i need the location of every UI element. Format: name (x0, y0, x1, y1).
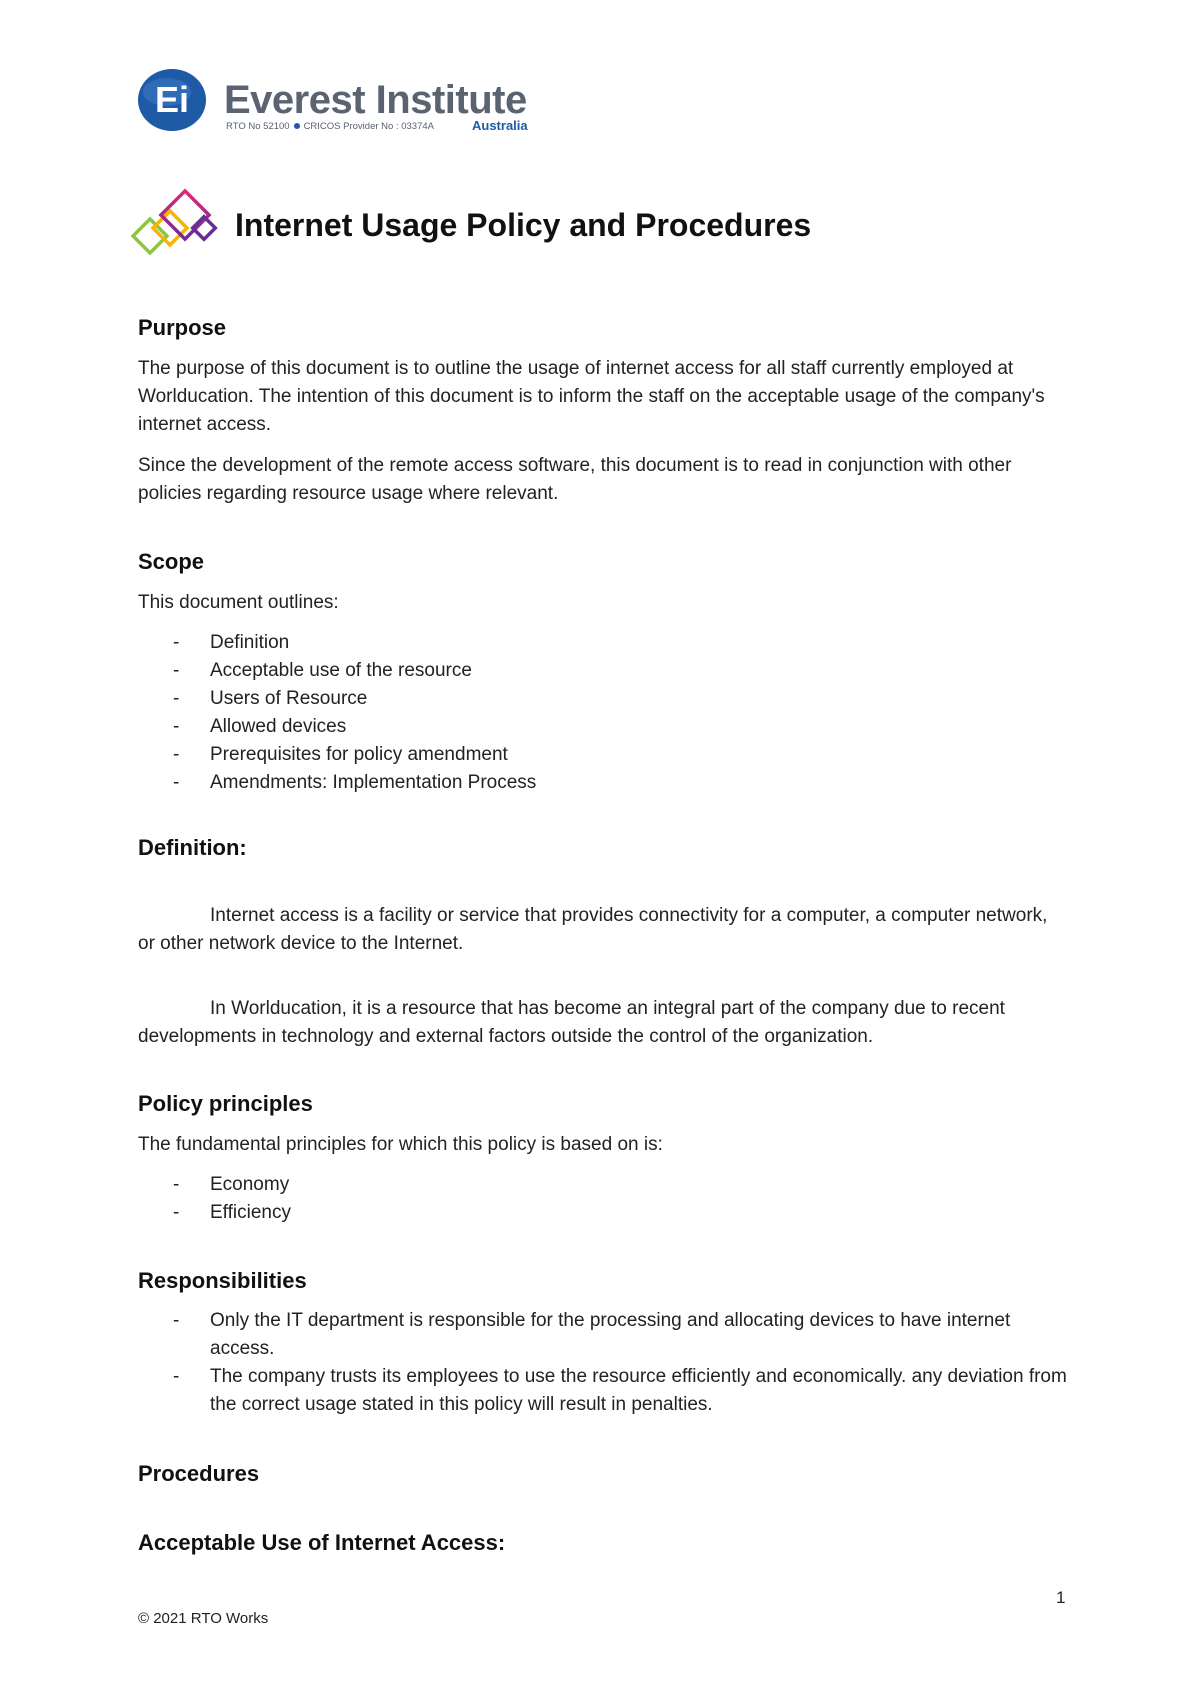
definition-paragraph: Internet access is a facility or service that provides connectivity for a computer, a computer network, or other network device to the Internet. (138, 905, 1048, 954)
principles-list (138, 1171, 1068, 1227)
list-item-text: Definition (210, 632, 290, 653)
definition-paragraph: In Worlducation, it is a resource that has become an integral part of the company due to recent developments in technology and external factors outside the control of the organization. (138, 998, 1005, 1047)
list-item-text: Acceptable use of the resource (210, 660, 472, 681)
list-item (138, 741, 1068, 769)
list-item (138, 769, 1068, 797)
section-heading-purpose: Purpose (138, 315, 227, 340)
list-item-text: Prerequisites for policy amendment (210, 744, 508, 765)
overlapping-diamonds-icon (126, 186, 226, 262)
purpose-paragraph: Since the development of the remote access software, this document is to read in conjunction with other policies regarding resource usage where relevant. (138, 455, 1012, 504)
logo-monogram: Ei (154, 79, 190, 120)
list-item-text: Users of Resource (210, 688, 368, 709)
list-item (138, 1199, 1068, 1227)
list-item-text: Efficiency (210, 1202, 291, 1223)
page-number: 1 (1056, 1588, 1066, 1607)
logo-cricos-number: CRICOS Provider No : 03374A (303, 121, 434, 132)
section-heading-definition: Definition: (138, 835, 247, 860)
list-dash: - (173, 1366, 180, 1387)
list-item-text: Amendments: Implementation Process (210, 772, 537, 793)
list-item (138, 685, 1068, 713)
list-dash: - (173, 1202, 180, 1223)
section-heading-procedures: Procedures (138, 1461, 260, 1486)
purpose-paragraph: The purpose of this document is to outline the usage of internet access for all staff currently employed at Worlducation. The intention of this document is to inform the staff on the acceptable usage of the company's internet access. (138, 358, 1045, 435)
principles-intro: The fundamental principles for which this policy is based on is: (138, 1134, 663, 1155)
section-heading-responsibilities: Responsibilities (138, 1268, 307, 1293)
list-dash: - (173, 716, 180, 737)
list-item (138, 1171, 1068, 1199)
list-item (138, 657, 1068, 685)
document-title: Internet Usage Policy and Procedures (235, 207, 812, 243)
list-item (138, 629, 1068, 657)
responsibilities-list (138, 1307, 1068, 1419)
list-item (138, 713, 1068, 741)
institute-logo-mark-icon (137, 68, 207, 132)
section-heading-policy-principles: Policy principles (138, 1091, 313, 1116)
list-dash: - (173, 744, 180, 765)
list-dash: - (173, 688, 180, 709)
list-item-text: Only the IT department is responsible for the processing and allocating devices to have internet access. (210, 1310, 1011, 1359)
list-dash: - (173, 632, 180, 653)
list-dash: - (173, 1310, 180, 1331)
list-dash: - (173, 772, 180, 793)
list-item-text: Allowed devices (210, 716, 347, 737)
list-item-text: Economy (210, 1174, 290, 1195)
logo-name: Everest Institute (224, 78, 527, 122)
list-item (138, 1307, 1068, 1363)
scope-intro: This document outlines: (138, 592, 339, 613)
logo-separator-dot (294, 123, 300, 129)
section-heading-acceptable-use: Acceptable Use of Internet Access: (138, 1530, 506, 1555)
logo-country: Australia (472, 118, 528, 133)
logo-registration (226, 121, 434, 133)
scope-list (138, 629, 1068, 797)
list-dash: - (173, 660, 180, 681)
list-item-text: The company trusts its employees to use the resource efficiently and economically. any deviation from the correct usage stated in this policy will result in penalties. (210, 1366, 1067, 1415)
logo-rto-number: RTO No 52100 (226, 121, 290, 132)
list-dash: - (173, 1174, 180, 1195)
section-heading-scope: Scope (138, 549, 205, 574)
copyright-notice: © 2021 RTO Works (138, 1610, 269, 1627)
list-item (138, 1363, 1068, 1419)
